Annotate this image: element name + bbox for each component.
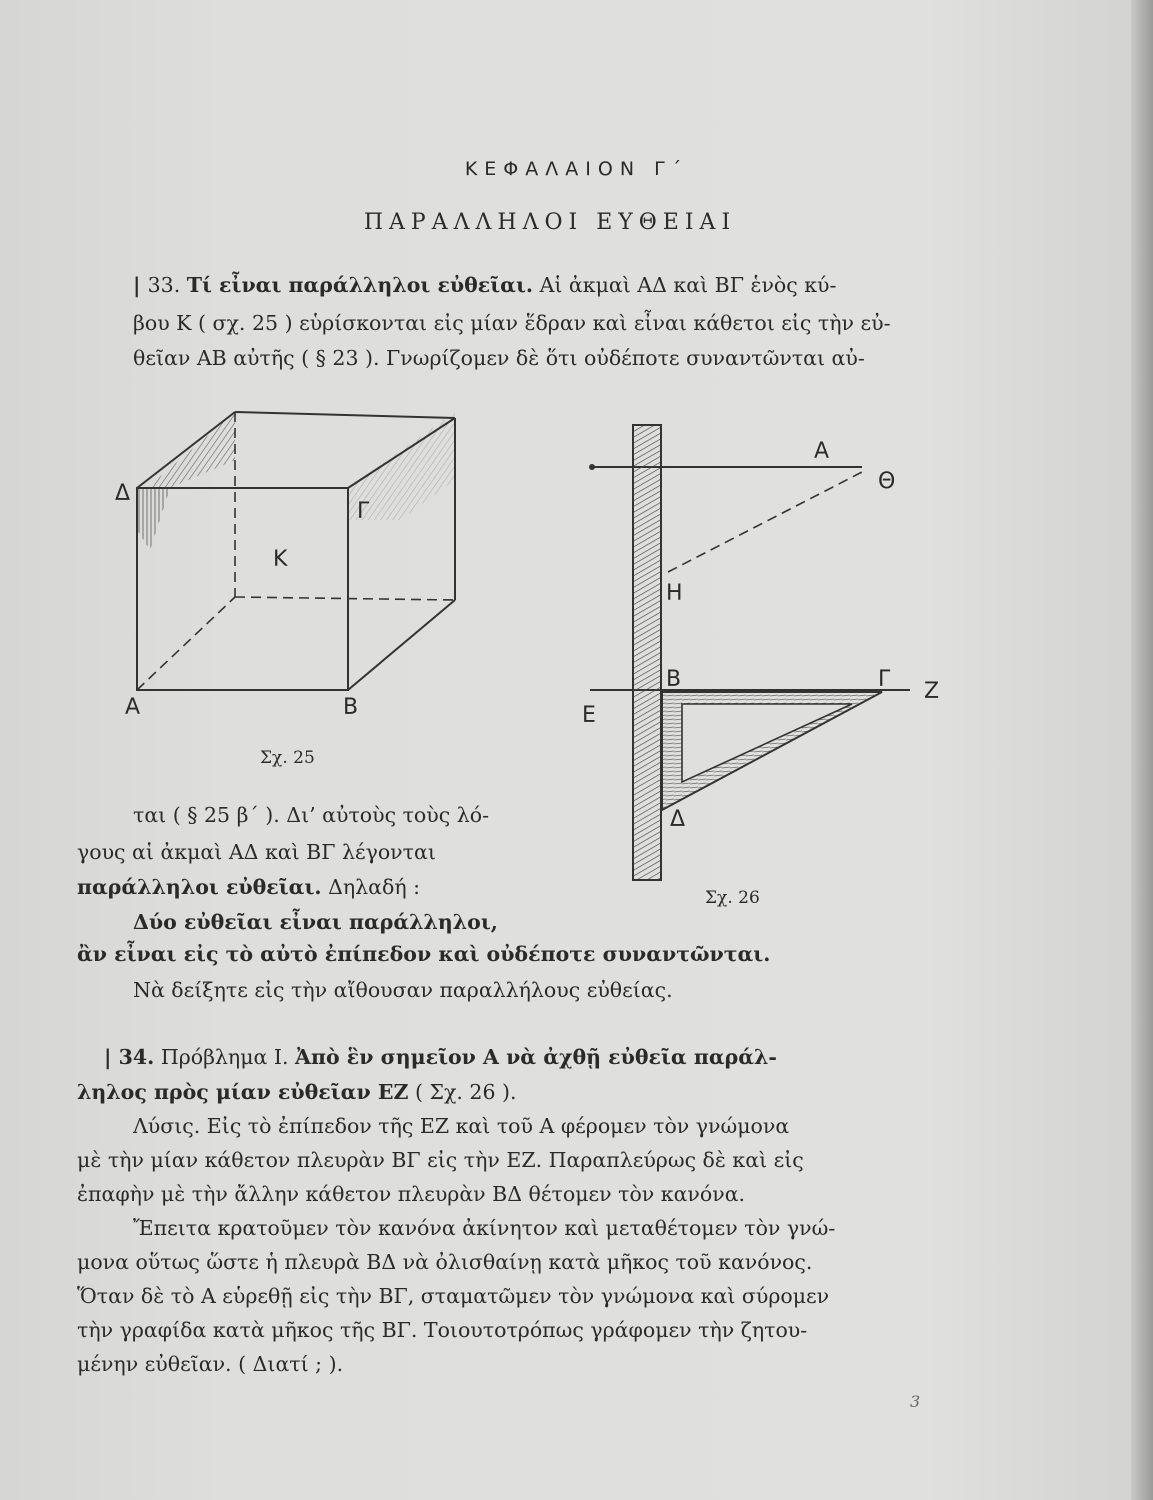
- sec33-term: παράλληλοι εὐθεῖαι.: [77, 875, 322, 899]
- cube-hidden-diagonal: [137, 597, 235, 690]
- figure-25-cube: [110, 400, 490, 780]
- sec33-line4: ται ( § 25 β΄ ). Δι’ αὐτοὺς τοὺς λό-: [133, 803, 489, 827]
- fig25-label-G: Γ: [357, 499, 370, 524]
- cube-edge-top-back: [235, 412, 455, 418]
- fig26-label-E: Ε: [582, 703, 596, 728]
- sec33-line5: γους αἱ ἀκμαὶ ΑΔ καὶ ΒΓ λέγονται: [77, 840, 436, 864]
- chapter-title: ΠΑΡΑΛΛΗΛΟΙ ΕΥΘΕΙΑΙ: [363, 210, 737, 235]
- fig26-label-Z: Ζ: [924, 679, 940, 704]
- cube-front-face: [137, 488, 348, 690]
- sec34-heading1: Ἀπὸ ἓν σημεῖον Α νὰ ἀχθῇ εὐθεῖα παράλ-: [295, 1045, 777, 1069]
- set-square-inner: [682, 704, 852, 782]
- sec34-p6: Ὅταν δὲ τὸ Α εὑρεθῇ εἰς τὴν ΒΓ, σταματῶμεν τὸν γνώμονα καὶ σύρομεν: [77, 1284, 830, 1308]
- definition-line1: Δύο εὐθεῖαι εἶναι παράλληλοι,: [133, 910, 498, 934]
- exercise-text: Νὰ δείξητε εἰς τὴν αἴθουσαν παραλλήλους εὐθείας.: [133, 978, 673, 1002]
- figure-26-construction: [570, 410, 970, 900]
- sec33-line2: βου Κ ( σχ. 25 ) εὑρίσκονται εἰς μίαν ἕδραν καὶ εἶναι κάθετοι εἰς τὴν εὐ-: [133, 311, 891, 335]
- sec34-line2: [77, 1080, 517, 1104]
- fig25-label-A: Α: [125, 695, 141, 720]
- sec33-line1: | 33. Τί εἶναι παράλληλοι εὐθεῖαι. Αἱ ἀκμαὶ ΑΔ καὶ ΒΓ ἑνὸς κύ-: [133, 273, 837, 297]
- page-number: 3: [910, 1392, 921, 1411]
- cube-hidden-horizontal: [235, 597, 455, 600]
- page-edge-shadow: [1131, 0, 1153, 1500]
- sec34-p2: μὲ τὴν μίαν κάθετον πλευρὰν ΒΓ εἰς τὴν ΕΖ. Παραπλεύρως δὲ καὶ εἰς: [77, 1148, 804, 1172]
- sec34-p8: μένην εὐθεῖαν. ( Διατί ; ).: [77, 1352, 344, 1376]
- point-left-dot: [589, 464, 595, 470]
- ruler: [633, 425, 661, 880]
- fig26-label-B: Β: [666, 667, 682, 692]
- cube-edge-bottom-right: [348, 600, 455, 690]
- sec33-heading: Τί εἶναι παράλληλοι εὐθεῖαι.: [186, 273, 534, 297]
- sec33-number: 33.: [147, 273, 181, 297]
- sec33-line6: [77, 875, 420, 899]
- chapter-heading: ΚΕΦΑΛΑΙΟΝ Γ΄: [464, 158, 689, 180]
- sec34-p5: μονα οὕτως ὥστε ἡ πλευρὰ ΒΔ νὰ ὀλισθαίνῃ κατὰ μῆκος τοῦ κανόνος.: [77, 1250, 813, 1274]
- sec34-number: 34.: [118, 1045, 155, 1069]
- fig25-label-B: Β: [343, 695, 359, 720]
- fig26-label-A: Α: [814, 439, 830, 464]
- sec34-line1: | 34. Πρόβλημα Ι. Ἀπὸ ἓν σημεῖον Α νὰ ἀχθῇ εὐθεῖα παράλ-: [104, 1045, 777, 1069]
- sec34-p7: τὴν γραφίδα κατὰ μῆκος τῆς ΒΓ. Τοιουτοτρόπως γράφομεν τὴν ζητου-: [77, 1318, 808, 1342]
- fig26-label-Theta: Θ: [878, 469, 896, 494]
- definition-line2: ἂν εἶναι εἰς τὸ αὐτὸ ἐπίπεδον καὶ οὐδέποτε συναντῶνται.: [77, 942, 771, 966]
- fig25-label-D: Δ: [115, 481, 131, 506]
- sec34-prefix: Πρόβλημα Ι.: [160, 1045, 289, 1069]
- figure-26-caption: Σχ. 26: [705, 888, 760, 908]
- sec34-heading2: ληλος πρὸς μίαν εὐθεῖαν ΕΖ: [77, 1080, 409, 1104]
- fig25-label-K: Κ: [273, 547, 288, 572]
- sec34-ref: ( Σχ. 26 ).: [414, 1080, 517, 1104]
- fig26-label-D: Δ: [670, 807, 686, 832]
- fig26-label-H: Η: [666, 581, 683, 606]
- sec34-p3: ἐπαφὴν μὲ τὴν ἄλλην κάθετον πλευρὰν ΒΔ θέτομεν τὸν κανόνα.: [77, 1182, 746, 1206]
- cube-left-shade: [137, 488, 170, 550]
- sec33-line3: θεῖαν ΑΒ αὐτῆς ( § 23 ). Γνωρίζομεν δὲ ὅτι οὐδέποτε συναντῶνται αὐ-: [133, 346, 865, 370]
- sec34-p4: Ἔπειτα κρατοῦμεν τὸν κανόνα ἀκίνητον καὶ μεταθέτομεν τὸν γνώ-: [133, 1216, 836, 1240]
- sec33-line6-rest: Δηλαδή :: [328, 875, 421, 899]
- sec34-p1: Λύσις. Εἰς τὸ ἐπίπεδον τῆς ΕΖ καὶ τοῦ Α φέρομεν τὸν γνώμονα: [133, 1114, 790, 1138]
- fig26-label-G: Γ: [878, 667, 891, 692]
- sec33-line1-rest: Αἱ ἀκμαὶ ΑΔ καὶ ΒΓ ἑνὸς κύ-: [539, 273, 837, 297]
- dashed-line-H-Theta: [668, 472, 862, 572]
- figure-25-caption: Σχ. 25: [260, 748, 315, 768]
